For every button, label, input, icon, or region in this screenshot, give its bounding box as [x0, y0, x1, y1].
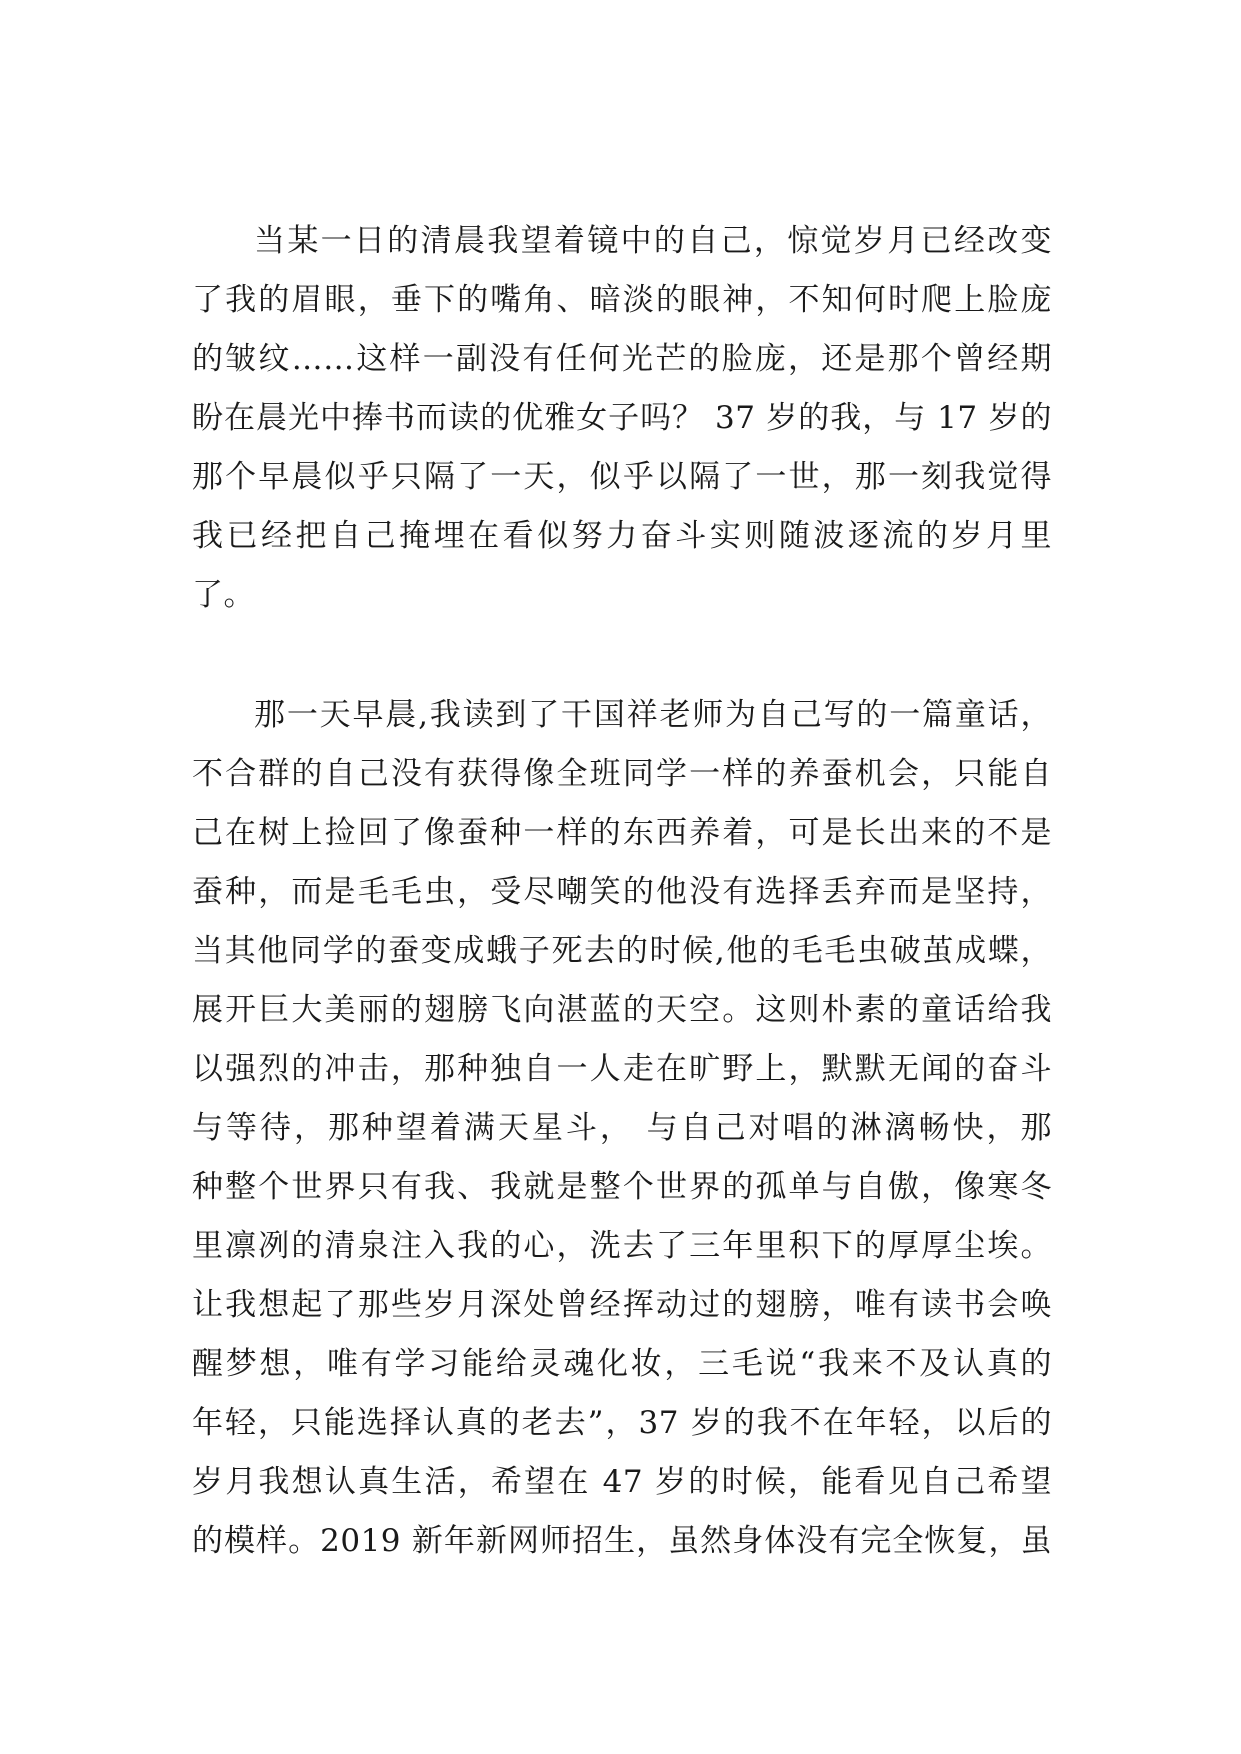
text-line: 展开巨大美丽的翅膀飞向湛蓝的天空。这则朴素的童话给我 — [192, 992, 1052, 1028]
text-line: 让我想起了那些岁月深处曾经挥动过的翅膀，唯有读书会唤 — [192, 1287, 1052, 1323]
text-line: 不合群的自己没有获得像全班同学一样的养蚕机会，只能自 — [192, 756, 1052, 792]
text-line: 种整个世界只有我、我就是整个世界的孤单与自傲，像寒冬 — [192, 1169, 1052, 1205]
paragraph-1 — [192, 212, 1052, 625]
text-line: 蚕种，而是毛毛虫，受尽嘲笑的他没有选择丢弃而是坚持， — [192, 874, 1052, 910]
text-line: 里凛冽的清泉注入我的心，洗去了三年里积下的厚厚尘埃。 — [192, 1228, 1052, 1264]
text-line: 了我的眉眼，垂下的嘴角、暗淡的眼神，不知何时爬上脸庞 — [192, 282, 1052, 318]
paragraph-2 — [192, 686, 1052, 1571]
text-line: 岁月我想认真生活，希望在 47 岁的时候，能看见自己希望 — [192, 1464, 1052, 1500]
text-line: 的皱纹……这样一副没有任何光芒的脸庞，还是那个曾经期 — [192, 341, 1052, 377]
text-line: 以强烈的冲击，那种独自一人走在旷野上，默默无闻的奋斗 — [192, 1051, 1052, 1087]
text-line: 当其他同学的蚕变成蛾子死去的时候,他的毛毛虫破茧成蝶， — [192, 933, 1052, 969]
text-line: 醒梦想，唯有学习能给灵魂化妆，三毛说“我来不及认真的 — [192, 1346, 1052, 1382]
text-line: 的模样。2019 新年新网师招生，虽然身体没有完全恢复，虽 — [192, 1523, 1052, 1559]
text-line: 与等待，那种望着满天星斗， 与自己对唱的淋漓畅快，那 — [192, 1110, 1052, 1146]
text-line: 那一天早晨,我读到了干国祥老师为自己写的一篇童话， — [254, 697, 1052, 733]
text-line: 己在树上捡回了像蚕种一样的东西养着，可是长出来的不是 — [192, 815, 1052, 851]
text-line: 了。 — [192, 577, 255, 613]
text-line: 盼在晨光中捧书而读的优雅女子吗？ 37 岁的我，与 17 岁的 — [192, 400, 1052, 436]
text-line: 年轻，只能选择认真的老去”，37 岁的我不在年轻，以后的 — [192, 1405, 1052, 1441]
text-line: 当某一日的清晨我望着镜中的自己，惊觉岁月已经改变 — [254, 223, 1052, 259]
text-line: 那个早晨似乎只隔了一天，似乎以隔了一世，那一刻我觉得 — [192, 459, 1052, 495]
text-line: 我已经把自己掩埋在看似努力奋斗实则随波逐流的岁月里 — [192, 518, 1052, 554]
